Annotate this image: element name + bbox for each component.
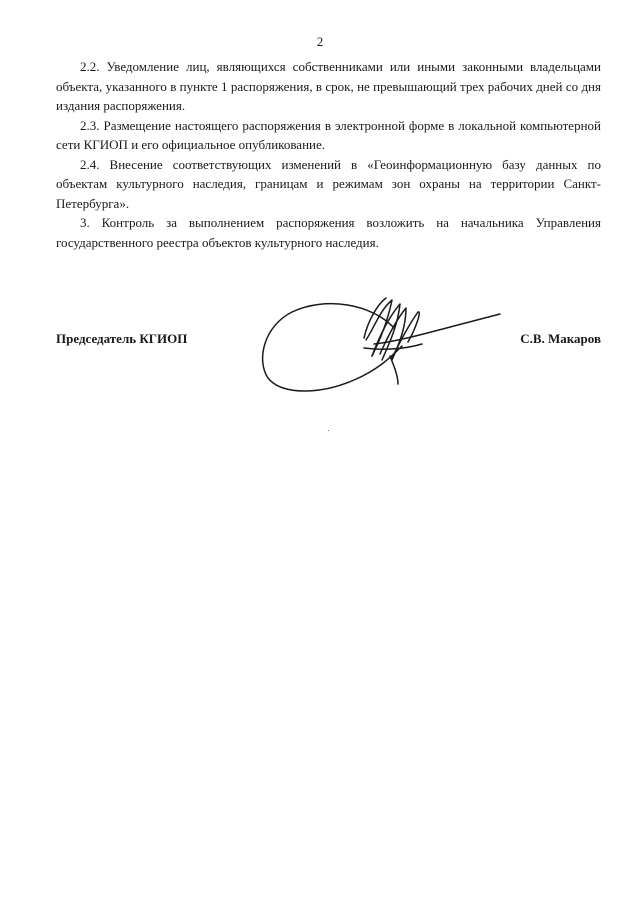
paragraph-2-2: 2.2. Уведомление лиц, являющихся собственниками или иными законными владельцами объекта, указанного в пункте 1 распоряжения, в срок, не превышающий трех рабочих дней со дня издания распоряжения. xyxy=(56,59,601,113)
paragraph-3: 3. Контроль за выполнением распоряжения возложить на начальника Управления государственного реестра объектов культурного наследия. xyxy=(56,215,601,250)
signature-block xyxy=(56,290,601,400)
document-body xyxy=(56,57,601,252)
paragraph-2-3: 2.3. Размещение настоящего распоряжения в электронной форме в локальной компьютерной сети КГИОП и его официальное опубликование. xyxy=(56,117,601,152)
signer-name: С.В. Макаров xyxy=(520,331,601,346)
paragraph-2-4: 2.4. Внесение соответствующих изменений в «Геоинформационную базу данных по объектам культурного наследия, границам и режимам зон охраны на территории Санкт-Петербурга». xyxy=(56,156,601,211)
handwritten-signature-icon xyxy=(254,290,504,400)
page-number: 2 xyxy=(316,34,324,49)
signer-title: Председатель КГИОП xyxy=(56,331,188,346)
scan-speck xyxy=(328,430,329,431)
